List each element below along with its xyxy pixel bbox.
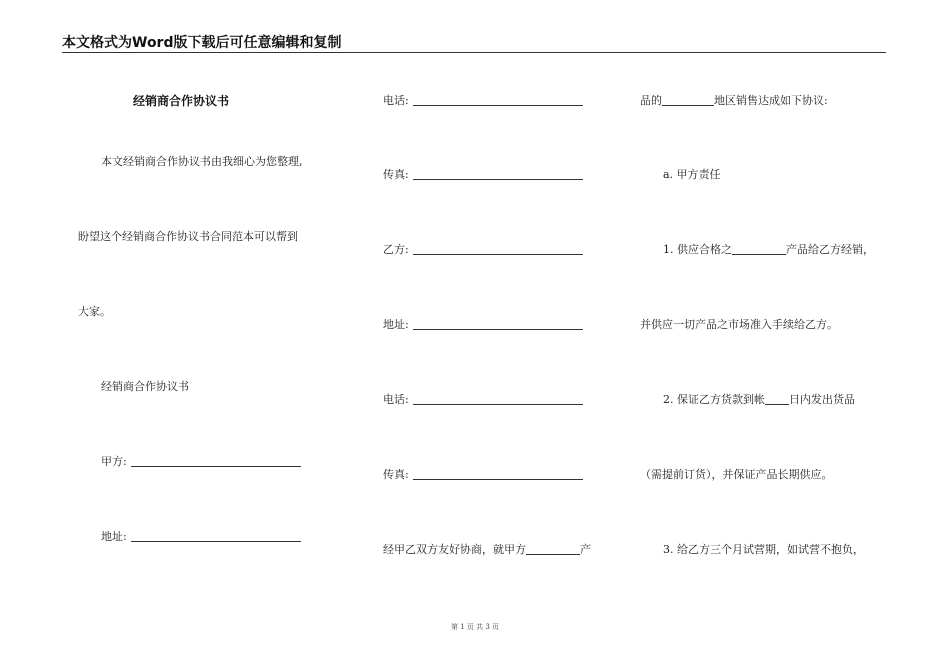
- section-a-heading: a. 甲方责任: [663, 168, 721, 181]
- fax-b-blank: [413, 468, 583, 480]
- address-b-blank: [413, 318, 583, 330]
- region-line: [640, 94, 828, 108]
- fax-b-label: 传真:: [383, 468, 409, 481]
- item-1-continued: 并供应一切产品之市场准入手续给乙方。: [640, 318, 838, 331]
- fax-a-blank: [413, 168, 583, 180]
- subtitle: 经销商合作协议书: [101, 380, 189, 393]
- agreement-prefix: 经甲乙双方友好协商，就甲方: [383, 543, 526, 556]
- item-1-suffix: 产品给乙方经销，: [786, 243, 874, 256]
- address-a-blank: [131, 530, 301, 542]
- product-blank: [526, 543, 580, 555]
- page-footer: 第 1 页 共 3 页: [450, 623, 500, 631]
- party-b-label: 乙方:: [383, 243, 409, 256]
- item-2: [663, 393, 855, 407]
- intro-line-3: 大家。: [78, 305, 111, 318]
- phone-a-label: 电话:: [383, 94, 409, 107]
- party-a-label: 甲方:: [101, 455, 127, 468]
- fax-b-field: [383, 468, 583, 482]
- agreement-suffix: 产: [580, 543, 591, 556]
- address-a-label: 地址:: [101, 530, 127, 543]
- address-b-field: [383, 318, 583, 332]
- header-rule: [62, 52, 886, 53]
- region-prefix: 品的: [640, 94, 662, 107]
- phone-b-label: 电话:: [383, 393, 409, 406]
- intro-line-2: 盼望这个经销商合作协议书合同范本可以帮到: [78, 230, 298, 243]
- phone-b-blank: [413, 393, 583, 405]
- region-suffix: 地区销售达成如下协议:: [714, 94, 828, 107]
- party-a-field: [101, 455, 301, 469]
- region-blank: [662, 94, 714, 106]
- item-1-prefix: 1. 供应合格之: [663, 243, 732, 256]
- item-2-continued: （需提前订货），并保证产品长期供应。: [640, 468, 833, 481]
- item-3: 3. 给乙方三个月试营期，如试营不抱负，: [663, 543, 864, 556]
- address-b-label: 地址:: [383, 318, 409, 331]
- item-2-prefix: 2. 保证乙方货款到帐: [663, 393, 765, 406]
- party-a-blank: [131, 455, 301, 467]
- address-a-field: [101, 530, 301, 544]
- doc-title: 经销商合作协议书: [133, 94, 230, 108]
- party-b-blank: [413, 243, 583, 255]
- item-1: [663, 243, 874, 257]
- item-1-blank: [732, 243, 786, 255]
- fax-a-label: 传真:: [383, 168, 409, 181]
- phone-a-field: [383, 94, 583, 108]
- agreement-intro: [383, 543, 591, 557]
- intro-line-1: 本文经销商合作协议书由我细心为您整理,: [101, 155, 303, 168]
- fax-a-field: [383, 168, 583, 182]
- header-text: 本文格式为Word版下载后可任意编辑和复制: [62, 35, 342, 51]
- item-2-blank: [765, 393, 789, 405]
- phone-a-blank: [413, 94, 583, 106]
- item-2-suffix: 日内发出货品: [789, 393, 855, 406]
- party-b-field: [383, 243, 583, 257]
- phone-b-field: [383, 393, 583, 407]
